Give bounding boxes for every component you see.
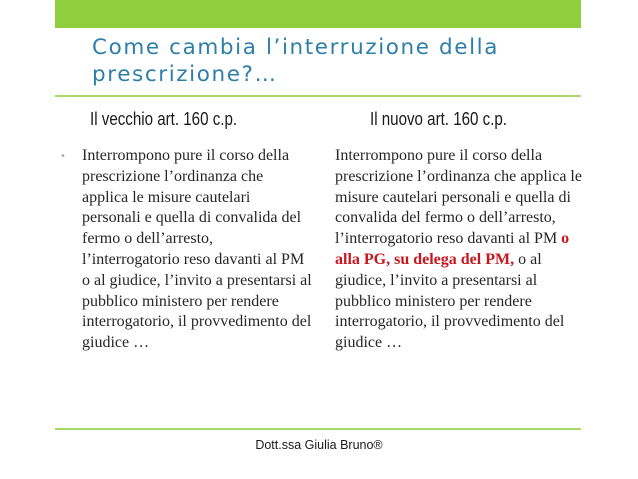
top-accent-bar [55, 0, 581, 28]
left-column-text: Interrompono pure il corso della prescrizione l’ordinanza che applica le misure cautelari personali e quella di convalida del fermo o dell’arresto, l’interrogatorio reso davanti al PM o al giudice, l’invito a presentarsi al pubblico ministero per rendere interrogatorio, il provvedimento del giudice … [82, 147, 312, 352]
bullet-icon: • [60, 151, 66, 162]
right-column-text [335, 146, 585, 354]
footer-author: Dott.ssa Giulia Bruno® [255, 438, 383, 452]
right-text-highlight: o alla PG, su delega del PM, [335, 230, 570, 268]
left-column-heading: Il vecchio art. 160 c.p. [90, 109, 238, 129]
right-text-after: o al giudice, l’invito a presentarsi al pubblico ministero per rendere interrogatorio, il provvedimento del giudice … [335, 250, 565, 352]
right-text-before: Interrompono pure il corso della prescrizione l’ordinanza che applica le misure cautelari personali e quella di convalida del fermo o dell’arresto, l’interrogatorio reso davanti al PM [335, 147, 582, 248]
bottom-divider [55, 428, 581, 430]
right-column-heading: Il nuovo art. 160 c.p. [370, 109, 508, 129]
slide-title: Come cambia l’interruzione della prescrizione?… [92, 35, 500, 87]
top-divider [55, 95, 581, 97]
